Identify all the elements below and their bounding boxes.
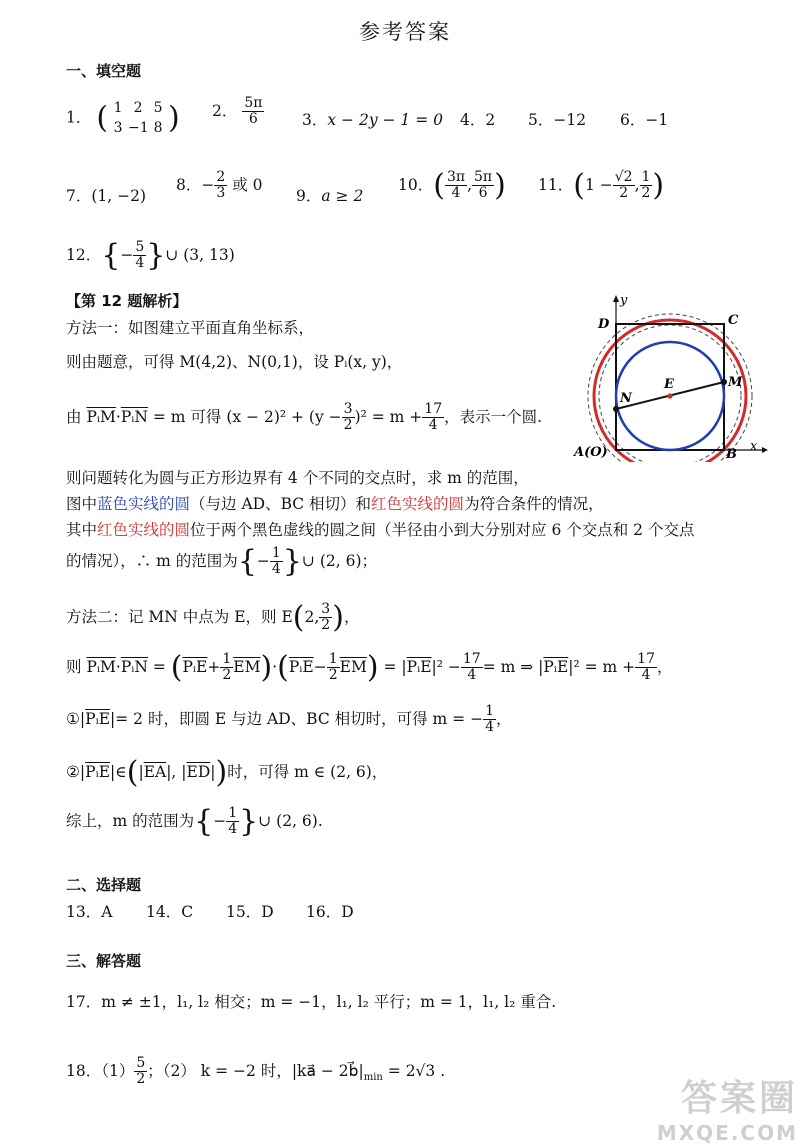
answer-q7: 7．(1, −2) bbox=[66, 187, 147, 205]
method2-line4: $②|\overline{PᵢE}|\in(|\overline{EA}|$, $|\overline{ED}|$)时，可得 m ∈ (2, 6)， bbox=[66, 755, 388, 790]
page-title: 参考答案 bbox=[359, 20, 451, 44]
label-x: x bbox=[750, 439, 758, 454]
answer-q13: 13．A bbox=[66, 903, 113, 921]
coordinate-diagram bbox=[572, 292, 772, 462]
point-m bbox=[721, 379, 727, 385]
answer-q15: 15．D bbox=[226, 903, 274, 921]
answer-q16: 16．D bbox=[306, 903, 354, 921]
method1-line3: 由 $\overline{PᵢM}\cdot\overline{PᵢN} = m$ 可得 (x − 2)² + (y − $\frac{3}{2}$ )² = m + $\frac{17}{4}$ ，表示一个圆. bbox=[66, 401, 543, 434]
y-axis-arrow bbox=[613, 295, 619, 302]
method1-line2: 则由题意，可得 M(4,2)、N(0,1)，设 Pᵢ(x, y)， bbox=[66, 353, 403, 371]
watermark: 答案圈 MXQE.COM bbox=[656, 1078, 798, 1145]
answer-q12: 12．{− $\frac{5}{4}$ }∪ (3, 13) bbox=[66, 237, 235, 273]
answer-row-1: 1． ( 1 2 5 3 −1 8 ) bbox=[66, 98, 180, 139]
label-d: D bbox=[598, 317, 610, 332]
label-a: A(O) bbox=[574, 445, 608, 460]
answer-q18: 18．（1） $\frac{5}{2}$ ；（2） k = −2 时，|ka⃗ − $2b⃗|_{min} = 2√3$ . bbox=[66, 1055, 446, 1088]
answer-q14: 14．C bbox=[146, 903, 194, 921]
answer-q11: 11．(1 − $\frac{√2}{2}$ , $\frac{1}{2}$ ) bbox=[538, 167, 665, 203]
label-c: C bbox=[728, 313, 739, 328]
x-axis-arrow bbox=[762, 447, 768, 453]
method1-line7: 的情况），∴ m 的范围为{− $\frac{1}{4}$ }∪ (2, 6)； bbox=[66, 543, 378, 579]
method2-line5: 综上，m 的范围为{− $\frac{1}{4}$ }∪ (2, 6). bbox=[66, 803, 323, 839]
q1-matrix: 1 2 5 3 −1 8 bbox=[113, 100, 163, 137]
answer-q17: 17．m ≠ ±1，l₁, l₂ 相交；m = −1，l₁, l₂ 平行；m = 1，l₁, l₂ 重合. bbox=[66, 993, 557, 1011]
answer-q5: 5．−12 bbox=[528, 111, 587, 129]
q1-label: 1． bbox=[66, 108, 92, 127]
answer-q6: 6．−1 bbox=[620, 111, 669, 129]
answer-q4: 4．2 bbox=[460, 111, 496, 129]
method1-heading: 方法一：如图建立平面直角坐标系， bbox=[66, 319, 315, 337]
answer-q2: 2． $\frac{5\pi}{6}$ bbox=[212, 95, 263, 128]
method2-line2: 则 $\overline{PᵢM}\cdot\overline{PᵢN} = (\overline{PᵢE}+$ $\frac{1}{2}$ $\overline{EM})\cdot(\overline{PᵢE}-$ $\frac{1}{2}$ $\overline{EM}) = |\overline{PᵢE}|^2$ − $\frac{17}{4}$ = m ⇒ $|\overline{PᵢE}|^2 = m$ + $\frac{17}{4}$ ， bbox=[66, 649, 673, 685]
label-e: E bbox=[664, 377, 674, 392]
label-n: N bbox=[620, 391, 632, 406]
point-e bbox=[667, 393, 672, 398]
answer-q3: 3．x − 2y − 1 = 0 bbox=[302, 111, 443, 129]
method1-line4: 则问题转化为圆与正方形边界有 4 个不同的交点时，求 m 的范围， bbox=[66, 469, 529, 487]
method2-heading: 方法二：记 MN 中点为 E，则 E(2, $\frac{3}{2}$ )， bbox=[66, 599, 360, 635]
answer-q9: 9．a ≥ 2 bbox=[296, 187, 364, 205]
method1-line5: 图中蓝色实线的圆（与边 AD、BC 相切）和红色实线的圆为符合条件的情况， bbox=[66, 495, 604, 513]
section-fill-heading: 一、填空题 bbox=[66, 62, 142, 80]
section-solve-heading: 三、解答题 bbox=[66, 952, 142, 970]
analysis-heading: 【第 12 题解析】 bbox=[66, 292, 188, 310]
label-y: y bbox=[620, 293, 628, 308]
method2-line3: $①|\overline{PᵢE}|= 2$ 时，即圆 E 与边 AD、BC 相切时，可得 m = − $\frac{1}{4}$ ， bbox=[66, 703, 512, 736]
label-b: B bbox=[726, 447, 737, 462]
method1-line6: 其中红色实线的圆位于两个黑色虚线的圆之间（半径由小到大分别对应 6 个交点和 2 个交点 bbox=[66, 521, 695, 539]
answer-q8: 8．− $\frac{2}{3}$ 或 0 bbox=[176, 169, 263, 202]
answer-q10: 10．( $\frac{3\pi}{4}$ , $\frac{5\pi}{6}$ ) bbox=[398, 167, 506, 203]
section-choice-heading: 二、选择题 bbox=[66, 876, 142, 894]
label-m: M bbox=[728, 375, 743, 390]
point-n bbox=[613, 406, 619, 412]
